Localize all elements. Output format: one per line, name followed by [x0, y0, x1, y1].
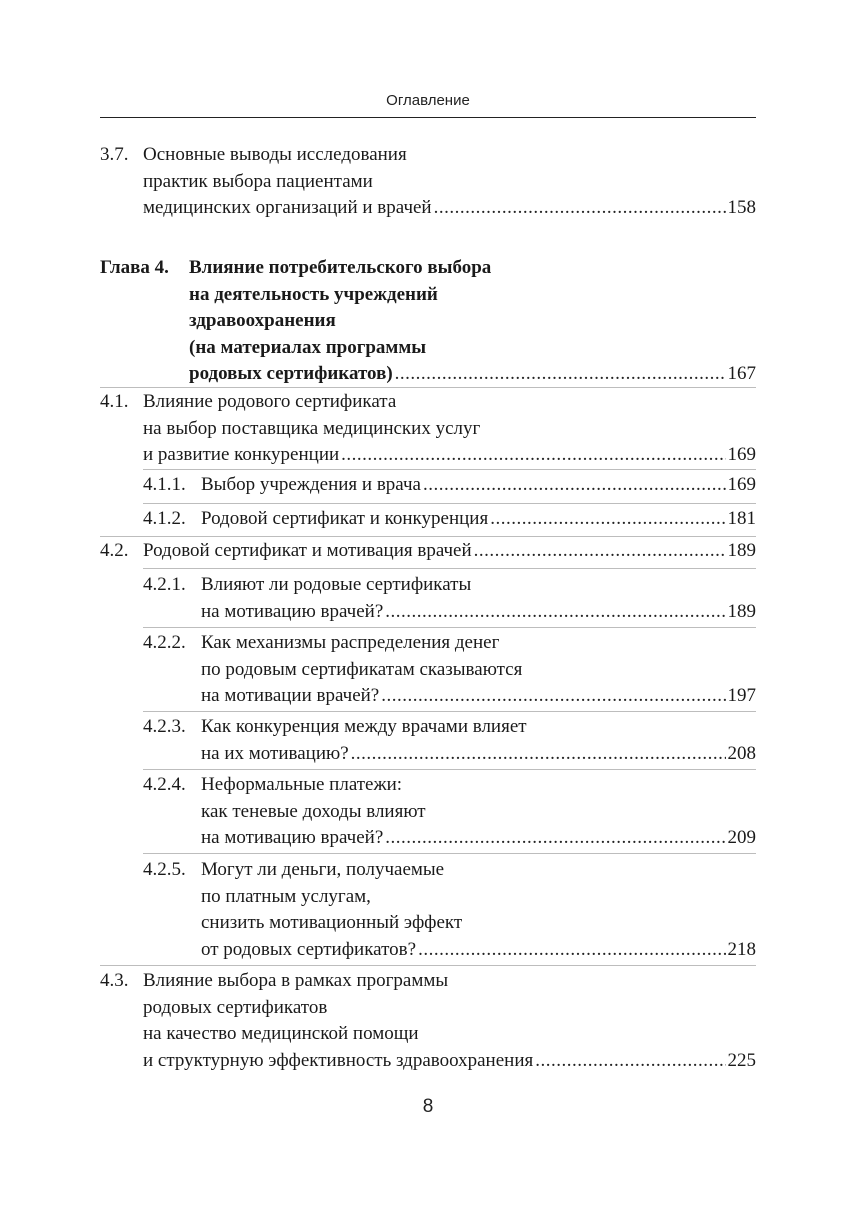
- entry-divider: [143, 568, 756, 569]
- entry-title-line: Как конкуренция между врачами влияет: [201, 716, 527, 737]
- running-header: Оглавление: [386, 92, 470, 109]
- leader-dots: [381, 683, 725, 710]
- entry-title-line: Основные выводы исследования: [143, 144, 407, 165]
- entry-title-line: здравоохранения: [189, 310, 336, 331]
- entry-number: 4.2.1.: [143, 574, 186, 595]
- entry-title-line: Родовой сертификат и мотивация врачей: [143, 540, 472, 561]
- page-footer-number: 8: [422, 1096, 434, 1117]
- page-number: 189: [727, 540, 756, 561]
- entry-title-line: Как механизмы распределения денег: [201, 632, 500, 653]
- entry-number: 4.1.1.: [143, 474, 186, 495]
- entry-title-line: Родовой сертификат и конкуренция: [201, 508, 489, 529]
- entry-divider: [143, 853, 756, 854]
- leader-dots: [385, 825, 725, 852]
- leader-dots: [423, 472, 726, 499]
- entry-title-line: Влияют ли родовые сертификаты: [201, 574, 472, 595]
- leader-dots: [418, 937, 725, 964]
- entry-title-line: Влияние родового сертификата: [143, 391, 397, 412]
- entry-title-line: как теневые доходы влияют: [201, 800, 426, 822]
- entry-title-line: на качество медицинской помощи: [143, 1023, 419, 1044]
- page-number: 209: [727, 827, 756, 848]
- entry-title-line: Влияние потребительского выбора: [189, 257, 492, 278]
- entry-number: 4.2.5.: [143, 859, 186, 880]
- entry-divider: [143, 769, 756, 770]
- leader-dots: [434, 195, 726, 222]
- entry-title-line: Влияние выбора в рамках программы: [143, 970, 449, 991]
- entry-number: 4.2.: [100, 540, 129, 561]
- entry-divider: [143, 503, 756, 504]
- entry-number: 4.2.3.: [143, 716, 186, 737]
- entry-divider: [143, 711, 756, 712]
- entry-title-line: родовых сертификатов): [189, 363, 393, 384]
- entry-number: 3.7.: [100, 144, 129, 165]
- page-number: 225: [727, 1049, 756, 1071]
- entry-title-line: Могут ли деньги, получаемые: [201, 859, 445, 880]
- entry-title-line: (на материалах программы: [189, 336, 427, 358]
- entry-title-line: практик выбора пациентами: [143, 170, 373, 192]
- entry-number: 4.3.: [100, 970, 129, 991]
- leader-dots: [535, 1048, 725, 1075]
- entry-title-line: и развитие конкуренции: [143, 444, 340, 465]
- entry-title-line: на мотивацию врачей?: [201, 600, 384, 622]
- entry-number: 4.1.: [100, 391, 129, 412]
- header-rule: [100, 117, 756, 118]
- entry-title-line: и структурную эффективность здравоохранения: [143, 1049, 534, 1071]
- page-number: 218: [727, 938, 756, 960]
- page-number: 169: [727, 474, 756, 495]
- leader-dots: [341, 442, 725, 469]
- page-number: 181: [727, 508, 756, 529]
- page-number: 169: [727, 444, 756, 465]
- entry-title-line: на их мотивацию?: [201, 742, 349, 764]
- entry-title-line: Выбор учреждения и врача: [201, 474, 421, 495]
- page-number: 208: [727, 742, 756, 764]
- entry-title-line: родовых сертификатов: [143, 996, 328, 1018]
- leader-dots: [490, 506, 725, 533]
- entry-title-line: на выбор поставщика медицинских услуг: [143, 417, 481, 439]
- entry-title-line: на мотивацию врачей?: [201, 827, 384, 848]
- entry-divider: [100, 536, 756, 537]
- leader-dots: [351, 741, 726, 768]
- entry-title-line: снизить мотивационный эффект: [201, 912, 463, 933]
- entry-divider: [100, 387, 756, 388]
- page-number: 189: [727, 600, 756, 622]
- entry-number: 4.1.2.: [143, 508, 186, 529]
- entry-number: 4.2.2.: [143, 632, 186, 653]
- entry-title-line: по родовым сертификатам сказываются: [201, 658, 523, 680]
- entry-title-line: на деятельность учреждений: [189, 283, 438, 305]
- entry-title-line: медицинских организаций и врачей: [143, 197, 432, 218]
- leader-dots: [385, 599, 725, 626]
- page-number: 158: [727, 197, 756, 218]
- entry-title-line: по платным услугам,: [201, 885, 371, 907]
- entry-divider: [143, 627, 756, 628]
- leader-dots: [395, 361, 726, 388]
- leader-dots: [474, 538, 726, 565]
- entry-divider: [143, 469, 756, 470]
- page-number: 167: [727, 363, 756, 384]
- entry-title-line: Неформальные платежи:: [201, 774, 403, 795]
- chapter-number: Глава 4.: [100, 257, 169, 278]
- page-number: 197: [727, 685, 756, 706]
- entry-number: 4.2.4.: [143, 774, 186, 795]
- entry-divider: [100, 965, 756, 966]
- entry-title-line: на мотивации врачей?: [201, 685, 380, 706]
- entry-title-line: от родовых сертификатов?: [201, 938, 417, 960]
